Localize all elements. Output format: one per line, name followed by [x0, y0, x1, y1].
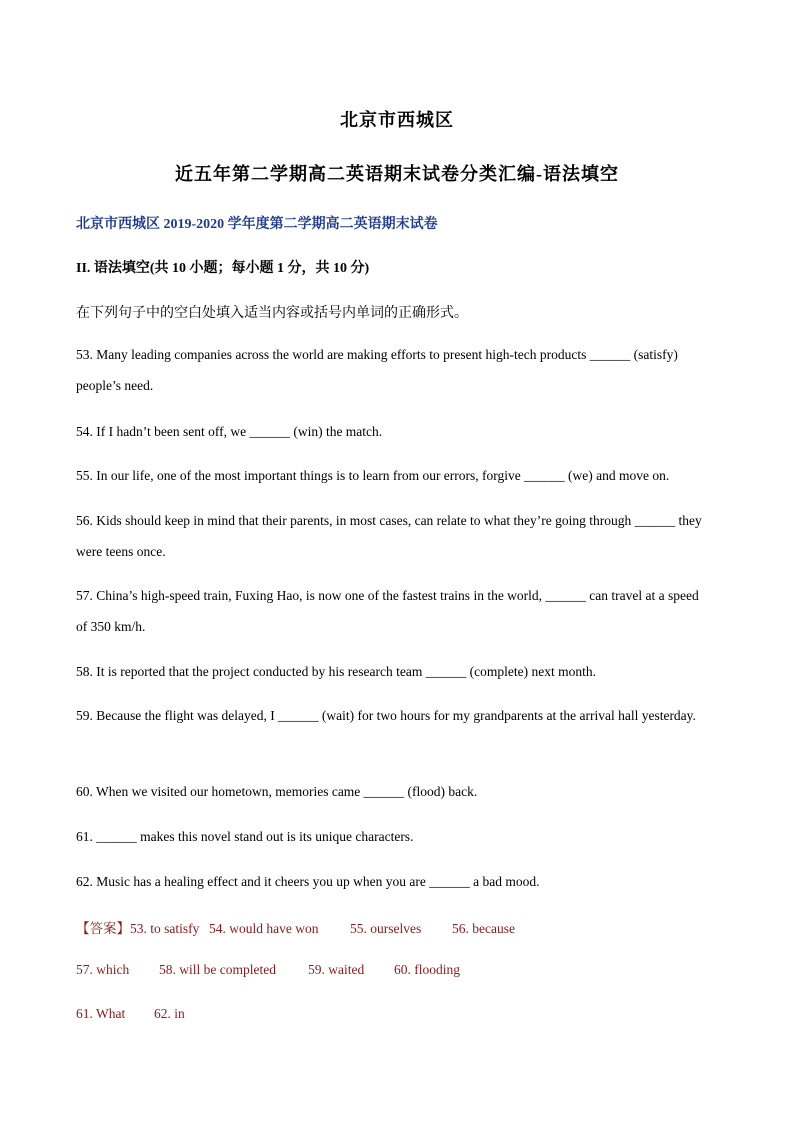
- answer-item: 57. which: [76, 962, 130, 977]
- question-58: 58. It is reported that the project conducted by his research team ______ (complete) next month.: [76, 664, 596, 679]
- answer-item: 59. waited: [308, 962, 365, 977]
- answer-item: 58. will be completed: [159, 962, 276, 977]
- answer-item: 54. would have won: [209, 921, 319, 936]
- answer-item: 61. What: [76, 1006, 126, 1021]
- question-61: 61. ______ makes this novel stand out is its unique characters.: [76, 829, 414, 844]
- question-56: 56. Kids should keep in mind that their parents, in most cases, can relate to what they’re going through ______ they were teens once.: [76, 513, 702, 559]
- question-59: 59. Because the flight was delayed, I ______ (wait) for two hours for my grandparents at the arrival hall yesterday.: [76, 708, 696, 723]
- document-title: 北京市西城区: [340, 110, 454, 130]
- answer-label: 【答案】: [76, 921, 130, 936]
- answer-row-1: [76, 917, 515, 937]
- answer-item: 56. because: [452, 921, 515, 936]
- question-60: 60. When we visited our hometown, memories came ______ (flood) back.: [76, 784, 478, 799]
- instruction-text: 在下列句子中的空白处填入适当内容或括号内单词的正确形式。: [76, 306, 468, 321]
- answer-item: 53. to satisfy: [130, 921, 200, 936]
- question-55: 55. In our life, one of the most important things is to learn from our errors, forgive ______ (we) and move on.: [76, 468, 670, 483]
- question-53: 53. Many leading companies across the world are making efforts to present high-tech products ______ (satisfy) people’s need.: [76, 347, 678, 393]
- question-57: 57. China’s high-speed train, Fuxing Hao, is now one of the fastest trains in the world, ______ can travel at a speed of 350 km/h.: [76, 588, 699, 634]
- answer-item: 62. in: [154, 1006, 185, 1021]
- document-subtitle: 近五年第二学期高二英语期末试卷分类汇编-语法填空: [175, 164, 619, 184]
- answer-item: 55. ourselves: [350, 921, 422, 936]
- question-62: 62. Music has a healing effect and it cheers you up when you are ______ a bad mood.: [76, 874, 540, 889]
- answer-row-3: [76, 1006, 185, 1022]
- answer-item: 60. flooding: [394, 962, 460, 977]
- answer-row-2: [76, 962, 460, 978]
- section-heading: 北京市西城区 2019-2020 学年度第二学期高二英语期末试卷: [76, 217, 438, 232]
- question-54: 54. If I hadn’t been sent off, we ______ (win) the match.: [76, 424, 383, 439]
- part-heading: II. 语法填空(共 10 小题；每小题 1 分，共 10 分): [76, 261, 370, 276]
